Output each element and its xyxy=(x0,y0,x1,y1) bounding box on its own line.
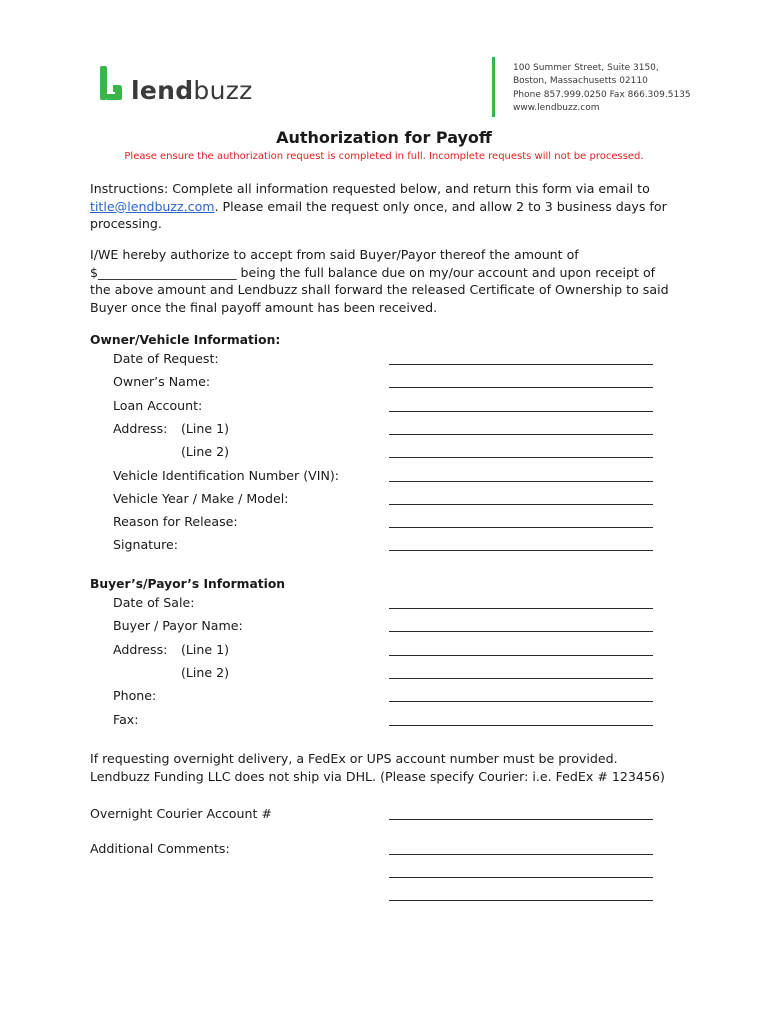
instructions-text: . Please email the request only once, and allow 2 to 3 business days for xyxy=(214,198,667,214)
courier-account-row xyxy=(90,806,653,826)
owner-field-label: Vehicle Year / Make / Model: xyxy=(113,490,289,506)
owner-field-input[interactable] xyxy=(389,411,653,412)
owner-field-row xyxy=(113,514,653,534)
owner-field-row xyxy=(113,374,653,394)
buyer-field-row xyxy=(113,618,653,638)
buyer-field-label: Buyer / Payor Name: xyxy=(113,618,243,634)
buyer-field-input[interactable] xyxy=(389,631,653,632)
instructions-line xyxy=(90,198,678,216)
owner-address-line-label: (Line 1) xyxy=(181,420,230,436)
authorization-line: I/WE hereby authorize to accept from said Buyer/Payor thereof the amount of xyxy=(90,247,579,262)
buyer-field-input[interactable] xyxy=(389,655,653,656)
buyer-field-label: Date of Sale: xyxy=(113,595,195,610)
courier-account-input[interactable] xyxy=(389,819,653,820)
comments-label: Additional Comments: xyxy=(90,841,230,856)
courier-note-line: If requesting overnight delivery, a FedEx or UPS account number must be provided. xyxy=(90,751,618,766)
buyer-address-line-label: (Line 2) xyxy=(181,664,230,680)
comments-row-2 xyxy=(90,864,653,884)
authorization-paragraph xyxy=(90,246,678,316)
buyer-address-line-label: (Line 1) xyxy=(181,641,230,657)
owner-field-input[interactable] xyxy=(389,387,653,388)
buyer-field-row xyxy=(113,688,653,708)
owner-field-label: Address: xyxy=(113,420,168,436)
courier-note xyxy=(90,750,678,785)
form-title: Authorization for Payoff xyxy=(276,128,492,147)
logo-text-bold: lend xyxy=(131,76,194,105)
owner-field-row xyxy=(113,398,653,418)
completion-warning: Please ensure the authorization request is completed in full. Incomplete requests will not be processed. xyxy=(124,151,644,162)
buyer-field-row xyxy=(113,665,653,685)
courier-account-label: Overnight Courier Account # xyxy=(90,806,272,821)
phone-fax-line: Phone 857.999.0250 Fax 866.309.5135 xyxy=(513,89,691,100)
owner-field-label: Date of Request: xyxy=(113,351,219,366)
instructions-line xyxy=(90,180,678,198)
owner-field-row xyxy=(113,351,653,371)
owner-field-label: Reason for Release: xyxy=(113,514,238,530)
authorization-line: Buyer once the final payoff amount has been received. xyxy=(90,299,438,315)
buyer-section-heading: Buyer’s/Payor’s Information xyxy=(90,577,286,591)
owner-field-input[interactable] xyxy=(389,504,653,505)
buyer-field-row xyxy=(113,712,653,732)
logo-wordmark xyxy=(131,77,253,105)
owner-field-input[interactable] xyxy=(389,364,653,365)
owner-field-row xyxy=(113,421,653,441)
header-divider xyxy=(492,57,495,117)
lendbuzz-logo xyxy=(98,64,258,108)
buyer-field-label: Address: xyxy=(113,641,168,657)
buyer-field-label: Fax: xyxy=(113,711,139,727)
owner-field-input[interactable] xyxy=(389,550,653,551)
buyer-field-input[interactable] xyxy=(389,701,653,702)
website-line: www.lendbuzz.com xyxy=(513,102,600,113)
lendbuzz-logo-icon xyxy=(98,64,124,104)
owner-field-label: Owner’s Name: xyxy=(113,374,211,390)
owner-field-label: Loan Account: xyxy=(113,397,203,413)
courier-note-line: Lendbuzz Funding LLC does not ship via DHL. (Please specify Courier: i.e. FedEx # 123456) xyxy=(90,768,665,784)
buyer-field-row xyxy=(113,642,653,662)
instructions-text: Instructions: Complete all information requested below, and return this form via email to xyxy=(90,181,650,196)
owner-field-input[interactable] xyxy=(389,457,653,458)
company-address xyxy=(513,62,691,115)
authorization-line: $______________________ being the full balance due on my/our account and upon receipt of xyxy=(90,264,656,280)
owner-section-heading: Owner/Vehicle Information: xyxy=(90,333,281,347)
owner-field-input[interactable] xyxy=(389,527,653,528)
email-link[interactable]: title@lendbuzz.com xyxy=(90,198,215,214)
buyer-field-input[interactable] xyxy=(389,678,653,679)
owner-field-input[interactable] xyxy=(389,434,653,435)
comments-row xyxy=(90,841,653,861)
address-line: Boston, Massachusetts 02110 xyxy=(513,76,648,87)
logo-text-light: buzz xyxy=(193,76,253,105)
buyer-field-label: Phone: xyxy=(113,688,157,704)
owner-address-line-label: (Line 2) xyxy=(181,444,230,460)
owner-field-row xyxy=(113,491,653,511)
owner-field-label: Vehicle Identification Number (VIN): xyxy=(113,467,340,483)
instructions-paragraph xyxy=(90,180,678,233)
comments-input-line-1[interactable] xyxy=(389,854,653,855)
owner-field-label: Signature: xyxy=(113,537,178,553)
owner-field-row xyxy=(113,537,653,557)
buyer-field-row xyxy=(113,595,653,615)
instructions-line: processing. xyxy=(90,216,162,232)
authorization-line: the above amount and Lendbuzz shall forward the released Certificate of Ownership to said xyxy=(90,282,669,298)
comments-input-line-2[interactable] xyxy=(389,877,653,878)
owner-field-input[interactable] xyxy=(389,481,653,482)
comments-row-3 xyxy=(90,887,653,907)
buyer-field-input[interactable] xyxy=(389,725,653,726)
owner-field-row xyxy=(113,468,653,488)
buyer-field-input[interactable] xyxy=(389,608,653,609)
address-line: 100 Summer Street, Suite 3150, xyxy=(513,63,659,73)
owner-field-row xyxy=(113,444,653,464)
comments-input-line-3[interactable] xyxy=(389,900,653,901)
